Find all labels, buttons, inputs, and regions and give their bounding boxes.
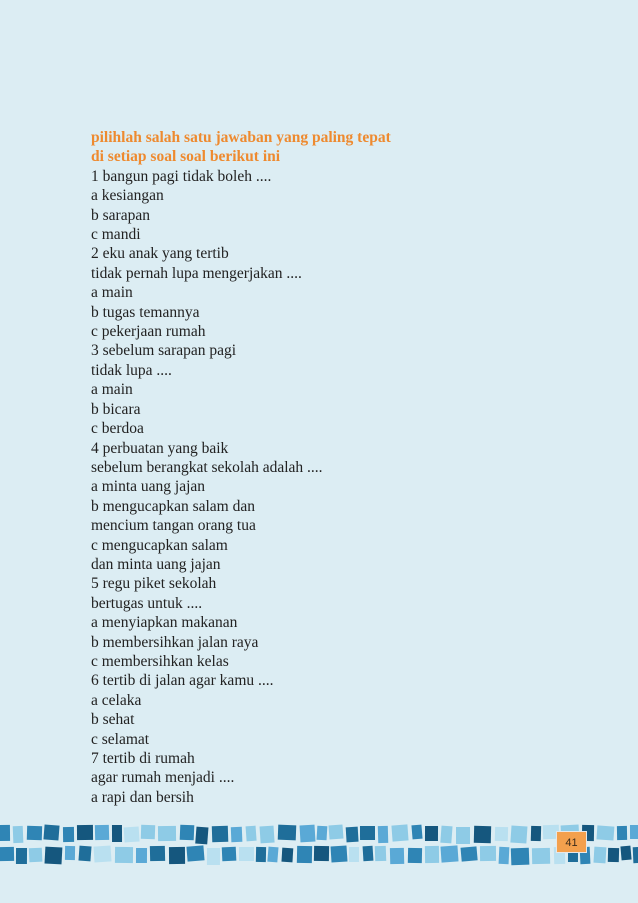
decorative-tile-border — [0, 823, 638, 867]
border-tile — [480, 846, 496, 861]
page-number: 41 — [556, 831, 587, 853]
text-line: dan minta uang jajan — [91, 555, 221, 573]
text-line: c selamat — [91, 730, 150, 748]
border-tile — [63, 827, 74, 842]
text-line: c pekerjaan rumah — [91, 323, 206, 341]
question-list — [91, 167, 551, 807]
text-line: a main — [91, 284, 133, 302]
text-line: agar rumah menjadi .... — [91, 769, 235, 787]
border-tile — [617, 826, 627, 840]
border-tile — [425, 846, 439, 863]
border-tile — [186, 845, 204, 861]
text-line: 7 tertib di rumah — [91, 750, 195, 767]
text-line: 3 sebelum sarapan pagi — [91, 342, 237, 360]
text-line: c berdoa — [91, 420, 144, 438]
border-tile — [112, 825, 122, 842]
text-line: tidak pernah lupa mengerjakan .... — [91, 264, 302, 282]
border-tile — [169, 847, 185, 864]
text-line: 4 perbuatan yang baik — [91, 439, 229, 457]
text-line: sebelum berangkat sekolah adalah .... — [91, 458, 323, 476]
border-tile — [593, 847, 606, 864]
border-tile — [408, 848, 422, 863]
border-tile — [95, 825, 109, 840]
text-line: b bicara — [91, 400, 141, 418]
border-tile — [77, 825, 93, 840]
border-tile — [314, 846, 329, 861]
border-tile — [328, 824, 343, 839]
border-tile — [27, 826, 42, 840]
text-line: bertugas untuk .... — [91, 594, 203, 612]
border-tile — [411, 825, 422, 840]
text-line: 1 bangun pagi tidak boleh .... — [91, 167, 272, 185]
border-tile — [630, 825, 638, 839]
border-tile — [596, 825, 614, 840]
text-line: b sehat — [91, 711, 135, 729]
text-line: b mengucapkan salam dan — [91, 497, 255, 515]
text-line: tidak lupa .... — [91, 361, 172, 379]
border-tile — [246, 826, 257, 842]
border-tile — [456, 827, 470, 844]
border-tile — [620, 846, 631, 861]
border-tile — [239, 847, 254, 861]
border-tile — [346, 827, 359, 843]
border-tile — [13, 826, 24, 843]
border-tile — [136, 848, 147, 863]
border-tile — [499, 847, 510, 864]
text-line: c mengucapkan salam — [91, 536, 228, 554]
border-tile — [222, 847, 237, 862]
border-tile — [511, 848, 530, 866]
border-tile — [363, 846, 374, 862]
border-tile — [115, 847, 133, 863]
instruction-line-1: pilihlah salah satu jawaban yang paling tepat — [91, 129, 391, 146]
border-tile — [278, 825, 297, 841]
border-tile — [78, 846, 91, 862]
instruction-line-2: di setiap soal soal berikut ini — [91, 148, 281, 166]
border-tile — [29, 848, 43, 863]
text-line: 5 regu piket sekolah — [91, 575, 217, 593]
border-tile — [349, 847, 359, 862]
border-tile — [510, 825, 527, 843]
border-tile — [195, 827, 208, 845]
border-tile — [425, 826, 438, 841]
border-tile — [124, 827, 140, 843]
text-line: b sarapan — [91, 206, 150, 224]
text-line: a celaka — [91, 691, 142, 709]
border-tile — [330, 845, 347, 862]
border-tile — [16, 848, 27, 864]
text-line: mencium tangan orang tua — [91, 517, 256, 535]
text-line: a rapi dan bersih — [91, 788, 194, 806]
border-tile — [141, 825, 155, 839]
text-line: a main — [91, 381, 133, 399]
border-tile — [212, 826, 228, 842]
border-tile — [360, 826, 375, 840]
border-tile — [375, 846, 386, 861]
border-tile — [0, 825, 10, 841]
border-tile — [495, 827, 508, 841]
border-tile — [440, 845, 458, 862]
text-line: a menyiapkan makanan — [91, 614, 238, 632]
text-line: b membersihkan jalan raya — [91, 633, 259, 651]
border-tile — [180, 825, 195, 841]
border-tile — [531, 826, 541, 841]
border-tile — [440, 826, 452, 844]
border-tile — [461, 846, 478, 861]
border-tile — [231, 827, 243, 842]
text-line: 2 eku anak yang tertib — [91, 245, 229, 263]
border-tile — [633, 847, 638, 864]
border-tile — [150, 846, 165, 861]
border-tile — [474, 826, 491, 843]
text-line: 6 tertib di jalan agar kamu .... — [91, 672, 274, 690]
border-tile — [391, 824, 408, 841]
border-tile — [608, 848, 619, 862]
border-tile — [532, 848, 550, 864]
text-line: a minta uang jajan — [91, 478, 206, 496]
text-line: a kesiangan — [91, 187, 164, 205]
border-tile — [43, 824, 59, 840]
border-tile — [378, 826, 388, 843]
border-tile — [45, 847, 63, 865]
text-line: c mandi — [91, 226, 141, 244]
border-tile — [158, 826, 176, 841]
border-tile — [260, 826, 275, 844]
border-tile — [281, 848, 293, 863]
border-tile — [94, 845, 112, 862]
border-tile — [317, 826, 328, 841]
border-tile — [65, 846, 75, 860]
border-tile — [297, 846, 312, 863]
text-line: b tugas temannya — [91, 303, 200, 321]
border-tile — [300, 825, 316, 843]
border-tile — [0, 847, 14, 861]
text-line: c membersihkan kelas — [91, 652, 229, 670]
border-tile — [390, 848, 404, 864]
border-tile — [256, 847, 266, 862]
border-tile — [207, 848, 220, 865]
question-text — [91, 128, 551, 807]
border-tile — [267, 847, 278, 863]
